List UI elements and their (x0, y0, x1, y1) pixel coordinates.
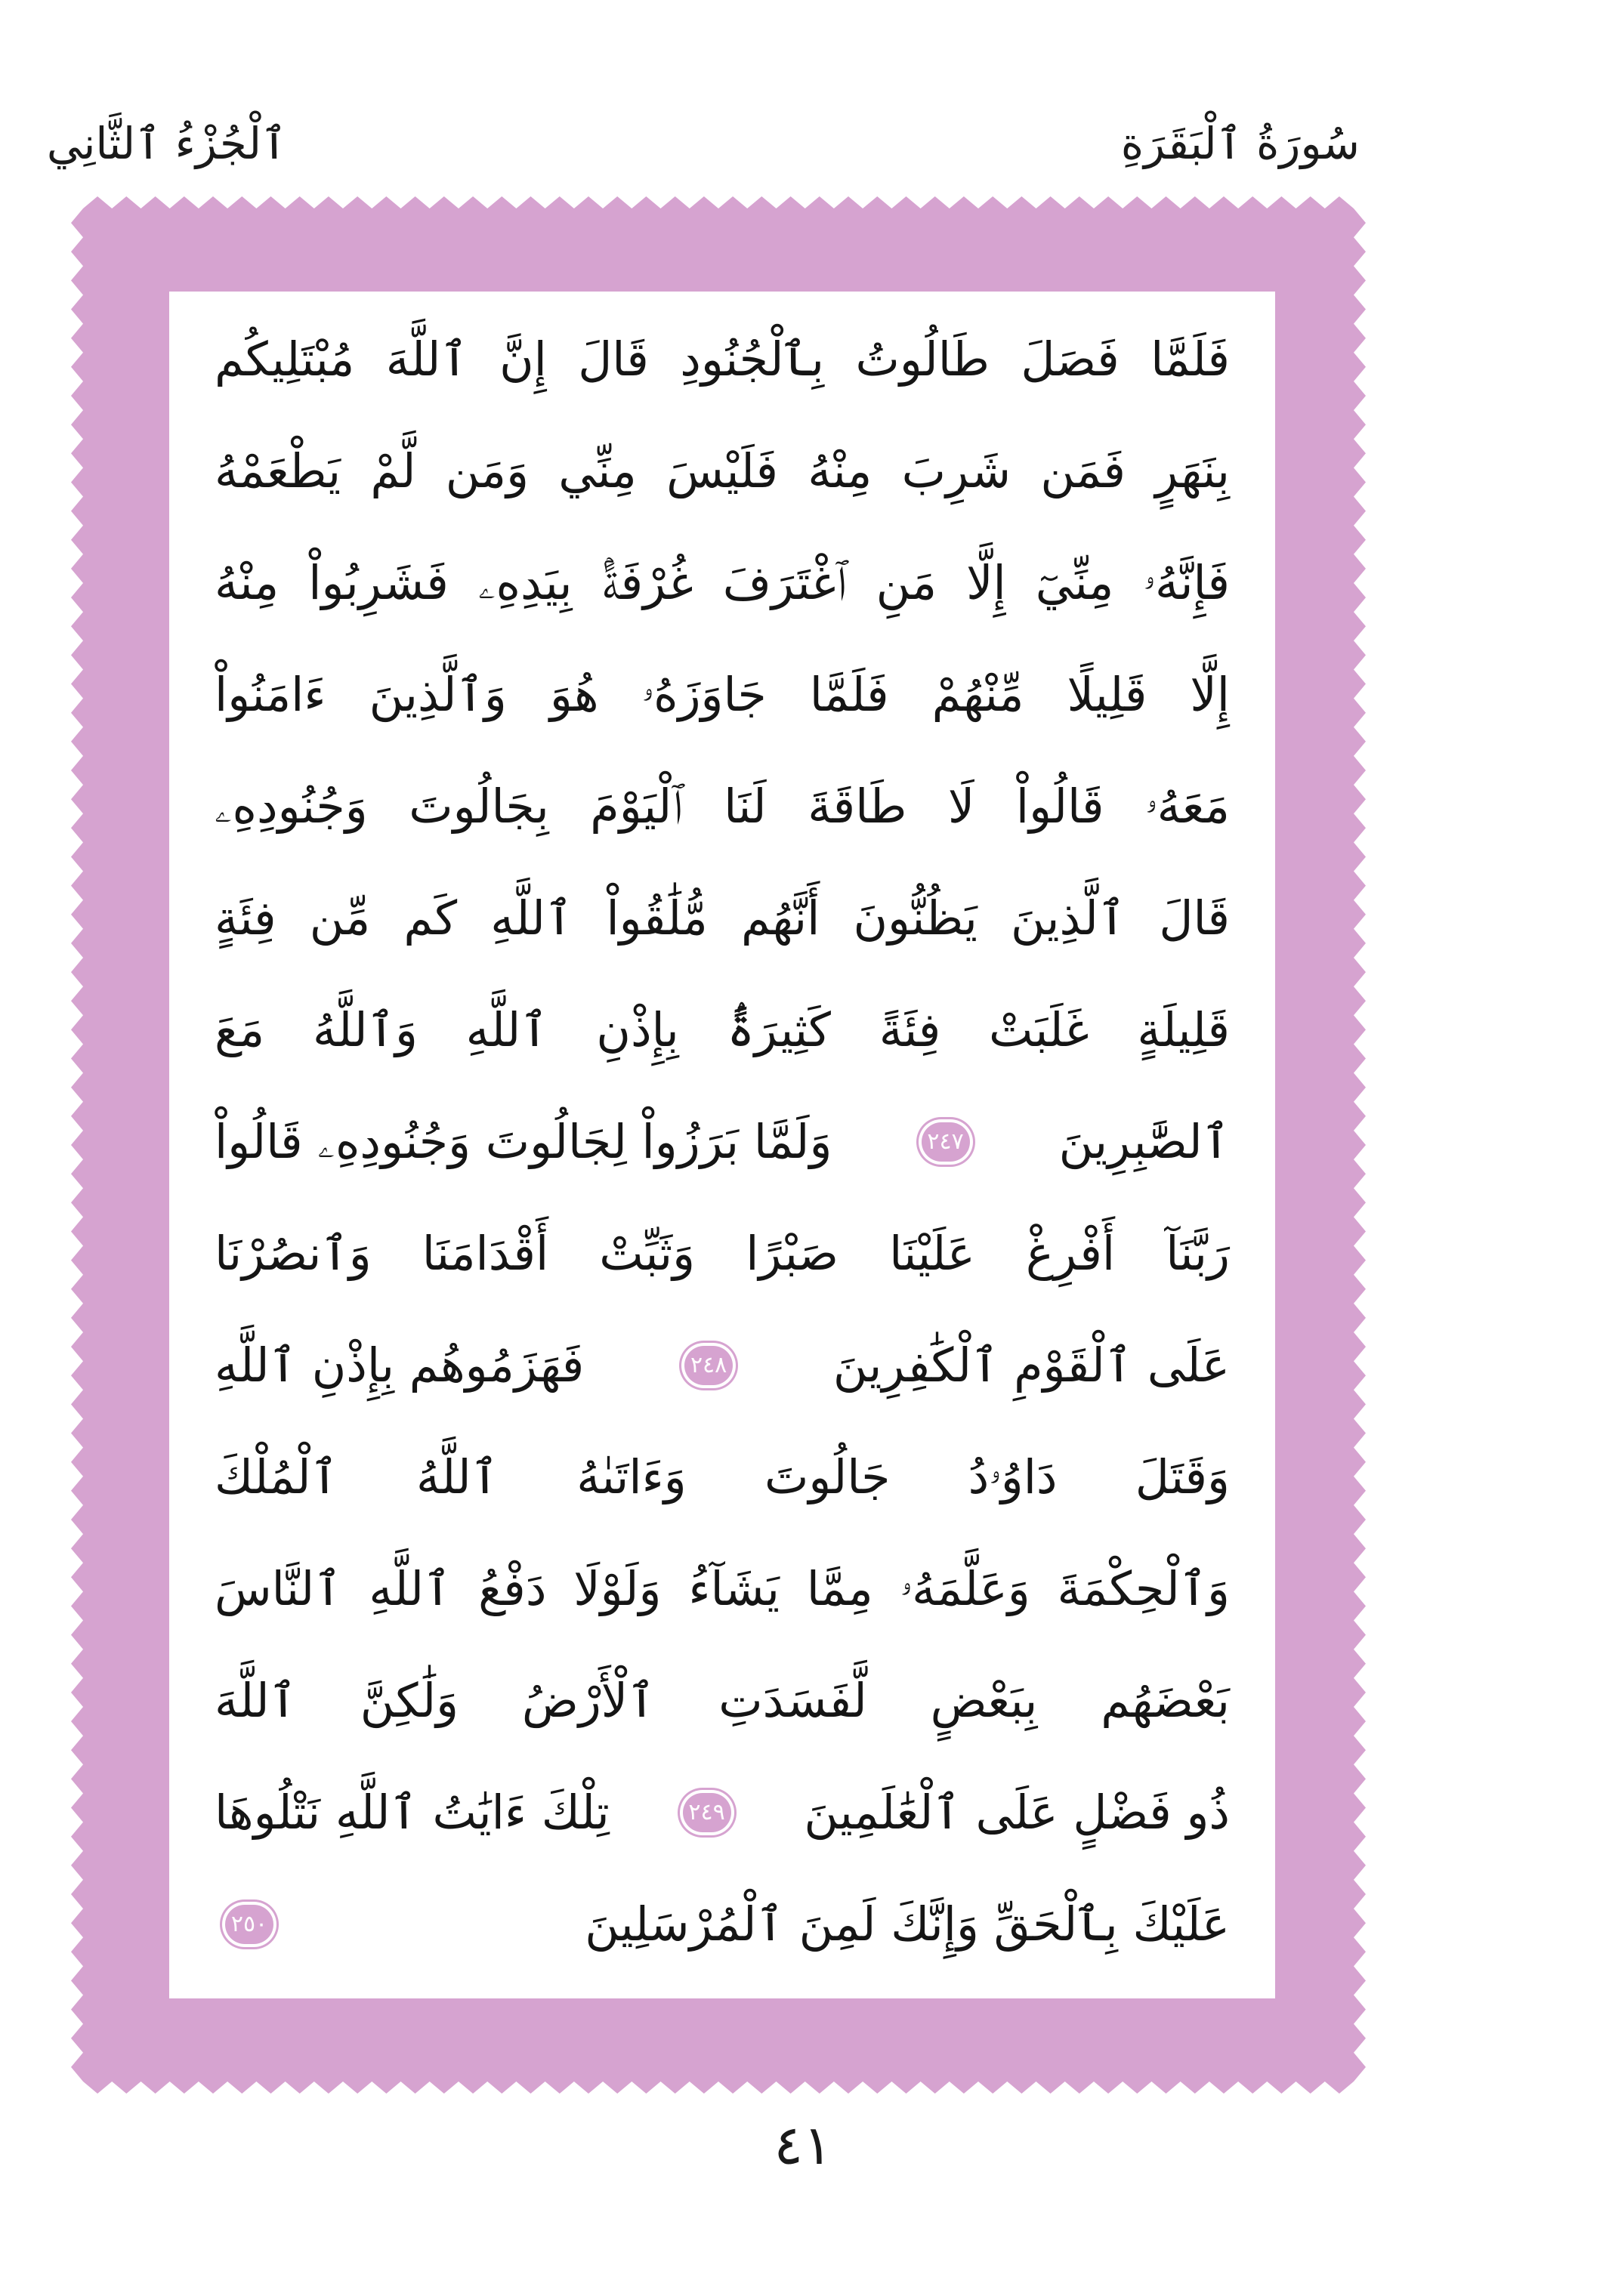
verse-text: عَلَيْكَ بِٱلْحَقِّ وَإِنَّكَ لَمِنَ ٱلْمُرْسَلِينَ (585, 1896, 1230, 1952)
verse-line (215, 977, 1230, 1083)
verse-text: وَلَمَّا بَرَزُواْ لِجَالُوتَ وَجُنُودِهِۦ قَالُواْ (215, 1114, 832, 1169)
verse-text: إِلَّا قَلِيلًا مِّنْهُمْ فَلَمَّا جَاوَزَهُۥ هُوَ وَٱلَّذِينَ ءَامَنُواْ (215, 667, 1230, 722)
verse-text: فَإِنَّهُۥ مِنِّيٓ إِلَّا مَنِ ٱغْتَرَفَ غُرْفَةًۢ بِيَدِهِۦ فَشَرِبُواْ مِنْهُ (215, 555, 1230, 610)
verse-line (215, 642, 1230, 748)
verse-line (215, 1201, 1230, 1307)
ayah-number-marker: ٢٤٧ (922, 1122, 970, 1162)
surah-title: سُورَةُ ٱلْبَقَرَةِ (1120, 118, 1360, 169)
page-number: ٤١ (774, 2113, 832, 2177)
juz-title: ٱلْجُزْءُ ٱلثَّانِي (46, 118, 287, 169)
verse-text: وَٱلْحِكْمَةَ وَعَلَّمَهُۥ مِمَّا يَشَآءُ وَلَوْلَا دَفْعُ ٱللَّهِ ٱلنَّاسَ (215, 1561, 1230, 1616)
verse-text: وَقَتَلَ دَاوُۥدُ جَالُوتَ وَءَاتَىٰهُ ٱللَّهُ ٱلْمُلْكَ (215, 1449, 1230, 1504)
verse-line (215, 418, 1230, 524)
ayah-number-marker: ٢٤٩ (683, 1793, 731, 1832)
verse-text: فَهَزَمُوهُم بِإِذْنِ ٱللَّهِ (215, 1338, 585, 1393)
ayah-number-marker: ٢٥٠ (225, 1905, 273, 1944)
verse-line (215, 866, 1230, 971)
verse-text: قَلِيلَةٍ غَلَبَتْ فِئَةً كَثِيرَةًۢ بِإِذْنِ ٱللَّهِ وَٱللَّهُ مَعَ (215, 1002, 1230, 1057)
ayah-number-marker: ٢٤٨ (684, 1346, 733, 1385)
verse-line (215, 530, 1230, 636)
verse-text: قَالَ ٱلَّذِينَ يَظُنُّونَ أَنَّهُم مُّلَٰقُواْ ٱللَّهِ كَم مِّن فِئَةٍ (215, 890, 1230, 946)
verse-text: فَلَمَّا فَصَلَ طَالُوتُ بِٱلْجُنُودِ قَالَ إِنَّ ٱللَّهَ مُبْتَلِيكُم (215, 332, 1230, 387)
verse-text: عَلَى ٱلْقَوْمِ ٱلْكَٰفِرِينَ (832, 1338, 1230, 1393)
verse-line (215, 1872, 1230, 1977)
verse-text: بَعْضَهُم بِبَعْضٍ لَّفَسَدَتِ ٱلْأَرْضُ وَلَٰكِنَّ ٱللَّهَ (215, 1673, 1230, 1728)
verse-line (215, 1536, 1230, 1642)
verse-text: بِنَهَرٍ فَمَن شَرِبَ مِنْهُ فَلَيْسَ مِنِّي وَمَن لَّمْ يَطْعَمْهُ (215, 443, 1230, 498)
verse-line (215, 1089, 1230, 1195)
verse-text: ٱلصَّٰبِرِينَ (1058, 1114, 1230, 1169)
text-panel (169, 292, 1275, 1998)
verse-line (215, 1648, 1230, 1754)
verse-text: مَعَهُۥ قَالُواْ لَا طَاقَةَ لَنَا ٱلْيَوْمَ بِجَالُوتَ وَجُنُودِهِۦ (215, 779, 1230, 834)
verse-line (215, 1313, 1230, 1418)
verse-line (215, 1424, 1230, 1530)
verse-line (215, 307, 1230, 412)
verse-line (215, 754, 1230, 859)
verse-text: رَبَّنَآ أَفْرِغْ عَلَيْنَا صَبْرًا وَثَبِّتْ أَقْدَامَنَا وَٱنصُرْنَا (215, 1226, 1230, 1281)
verse-line (215, 1760, 1230, 1866)
verse-text: تِلْكَ ءَايَٰتُ ٱللَّهِ نَتْلُوهَا (215, 1785, 610, 1840)
verse-text: ذُو فَضْلٍ عَلَى ٱلْعَٰلَمِينَ (804, 1785, 1230, 1840)
